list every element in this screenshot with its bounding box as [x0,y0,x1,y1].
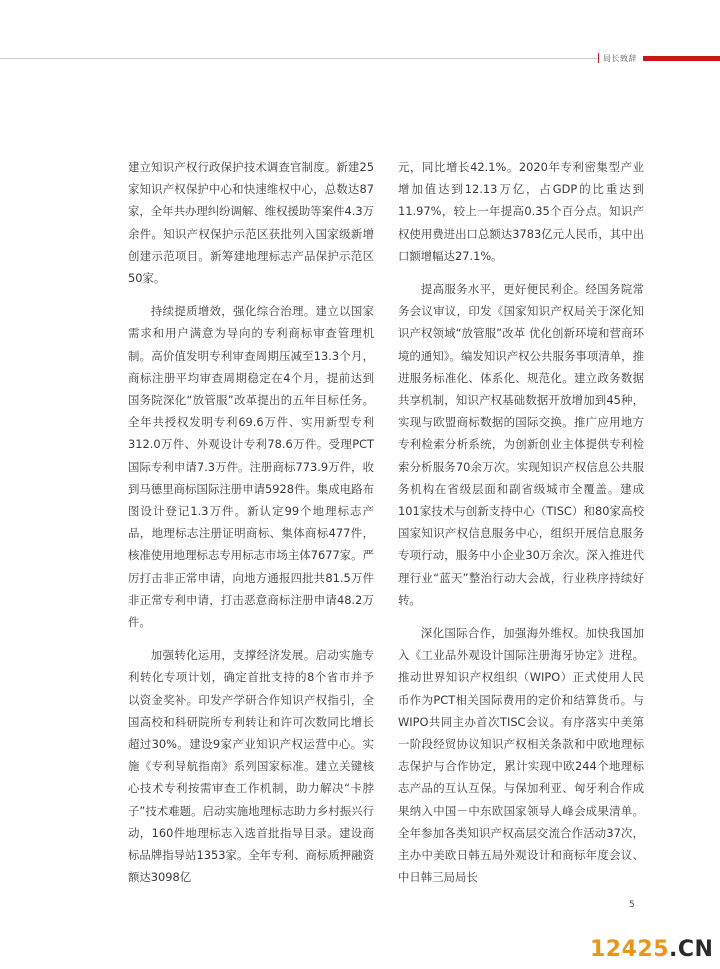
paragraph: 加强转化运用，支撑经济发展。启动实施专利转化专项计划，确定首批支持的8个省市并予以资金奖补。印发产学研合作知识产权指引，全国高校和科研院所专利转让和许可次数同比增长超过30%。建设9家产业知识产权运营中心。实施《专利导航指南》系列国家标准。建立关键核心技术专利按需审查工作机制，助力解决“卡脖子”技术难题。启动实施地理标志助力乡村振兴行动，160件地理标志入选首批指导目录。建设商标品牌指导站1353家。全年专利、商标质押融资额达3098亿 [128,648,374,885]
section-header [598,53,720,63]
header-rule [0,58,598,59]
watermark-digits: 12425 [590,936,670,962]
paragraph: 持续提质增效，强化综合治理。建立以国家需求和用户满意为导向的专利商标审查管理机制。高价值发明专利审查周期压减至13.3个月，商标注册平均审查周期稳定在4个月，提前达到国务院深化“放管服”改革提出的五年目标任务。全年共授权发明专利69.6万件、实用新型专利312.0万件、外观设计专利78.6万件。受理PCT国际专利申请7.3万件。注册商标773.9万件，收到马德里商标国际注册申请5928件。集成电路布图设计登记1.3万件。新认定99个地理标志产品，地理标志注册证明商标、集体商标477件，核准使用地理标志专用标志市场主体7677家。严厉打击非正常申请，向地方通报四批共81.5万件非正常专利申请，打击恶意商标注册申请48.2万件。 [128,304,374,630]
watermark-tld: .CN [669,936,714,962]
site-watermark [590,929,720,969]
paragraph: 元，同比增长42.1%。2020年专利密集型产业增加值达到12.13万亿，占GDP的比重达到11.97%，较上一年提高0.35个百分点。知识产权使用费进出口总额达3783亿元人民币，其中出口额增幅达27.1%。 [398,160,644,263]
left-column [128,156,374,889]
paragraph: 深化国际合作，加强海外维权。加快我国加入《工业品外观设计国际注册海牙协定》进程。推动世界知识产权组织（WIPO）正式使用人民币作为PCT相关国际费用的定价和结算货币。与WIPO共同主办首次TISC会议。有序落实中美第一阶段经贸协议知识产权相关条款和中欧地理标志保护与合作协定，累计实现中欧244个地理标志产品的互认互保。与保加利亚、匈牙利合作成果纳入中国－中东欧国家领导人峰会成果清单。全年参加各类知识产权高层交流合作活动37次，主办中美欧日韩五局外观设计和商标年度会议、中日韩三局局长 [398,626,644,885]
header-accent-bar [643,56,720,61]
header-tick-mark [598,53,599,63]
right-column [398,156,644,889]
page-number: 5 [629,900,635,910]
paragraph: 提高服务水平，更好便民利企。经国务院常务会议审议，印发《国家知识产权局关于深化知识产权领域“放管服”改革 优化创新环境和营商环境的通知》。编发知识产权公共服务事项清单，推进服务标准化、体系化、规范化。建立政务数据共享机制，知识产权基础数据开放增加到45种，实现与欧盟商标数据的国际交换。推广应用地方专利检索分析系统，为创新创业主体提供专利检索分析服务70余万次。实现知识产权信息公共服务机构在省级层面和副省级城市全覆盖。建成101家技术与创新支持中心（TISC）和80家高校国家知识产权信息服务中心，组织开展信息服务专项行动，服务中小企业30万余次。深入推进代理行业“蓝天”整治行动大会战，行业秩序持续好转。 [398,282,644,607]
section-label: 局长致辞 [603,53,637,63]
paragraph: 建立知识产权行政保护技术调查官制度。新建25家知识产权保护中心和快速维权中心，总数达87家，全年共办理纠纷调解、维权援助等案件4.3万余件。知识产权保护示范区获批列入国家级新增创建示范项目。新筹建地理标志产品保护示范区50家。 [128,160,374,286]
